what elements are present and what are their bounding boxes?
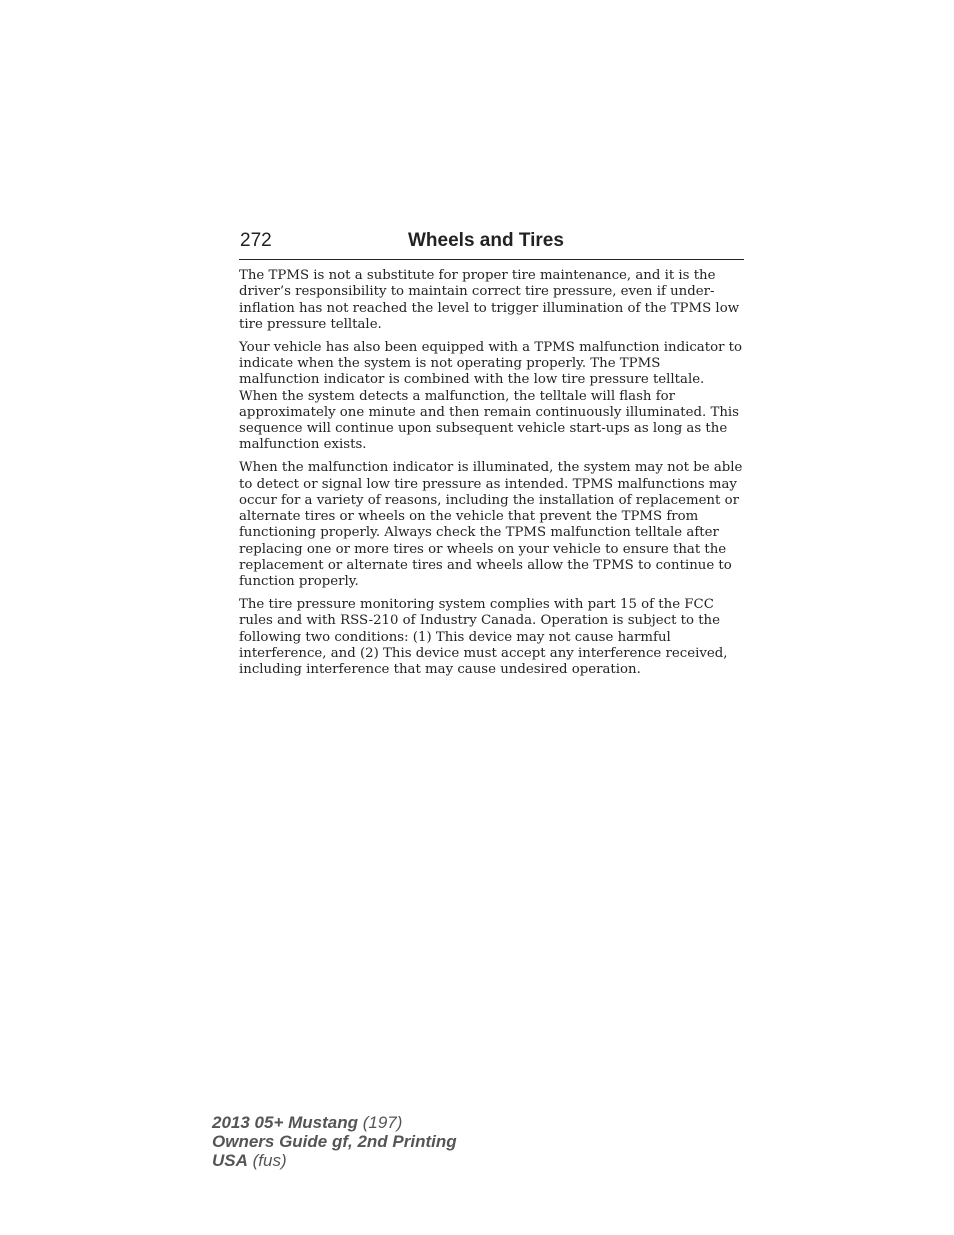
body-text	[239, 268, 745, 685]
page-number: 272	[240, 230, 272, 251]
paragraph-malfunction-illuminated: When the malfunction indicator is illuminated, the system may not be able to detect or signal low tire pressure as intended. TPMS malfunctions may occur for a variety of reasons, including the installation of replacement or alternate tires or wheels on the vehicle that prevent the TPMS from functioning properly. Always check the TPMS malfunction telltale after replacing one or more tires or wheels on your vehicle to ensure that the replacement or alternate tires and wheels allow the TPMS to continue to function properly.	[239, 460, 743, 590]
footer-guide: Owners Guide gf, 2nd Printing	[212, 1132, 457, 1151]
page-header	[239, 229, 744, 260]
footer-model-code: (197)	[362, 1113, 403, 1132]
paragraph-tpms-maintenance: The TPMS is not a substitute for proper tire maintenance, and it is the driver’s responsibility to maintain correct tire pressure, even if under-inflation has not reached the level to trigger illumination of the TPMS low tire pressure telltale.	[239, 268, 740, 332]
section-title: Wheels and Tires	[408, 230, 564, 251]
paragraph-malfunction-indicator: Your vehicle has also been equipped with a TPMS malfunction indicator to indicate when the system is not operating properly. The TPMS malfunction indicator is combined with the low tire pressure telltale. When the system detects a malfunction, the telltale will flash for approximately one minute and then remain continuously illuminated. This sequence will continue upon subsequent vehicle start-ups as long as the malfunction exists.	[239, 339, 743, 453]
footer-region-code: (fus)	[252, 1151, 287, 1170]
footer-model: 2013 05+ Mustang	[212, 1113, 358, 1132]
footer-line-guide	[212, 1132, 457, 1151]
footer-line-region	[212, 1151, 457, 1170]
footer-line-model	[212, 1113, 457, 1132]
footer-region: USA	[212, 1151, 248, 1170]
paragraph-fcc-compliance: The tire pressure monitoring system complies with part 15 of the FCC rules and with RSS-210 of Industry Canada. Operation is subject to the following two conditions: (1) This device may not cause harmful interference, and (2) This device must accept any interference received, including interference that may cause undesired operation.	[239, 597, 728, 678]
page-footer	[212, 1113, 457, 1170]
